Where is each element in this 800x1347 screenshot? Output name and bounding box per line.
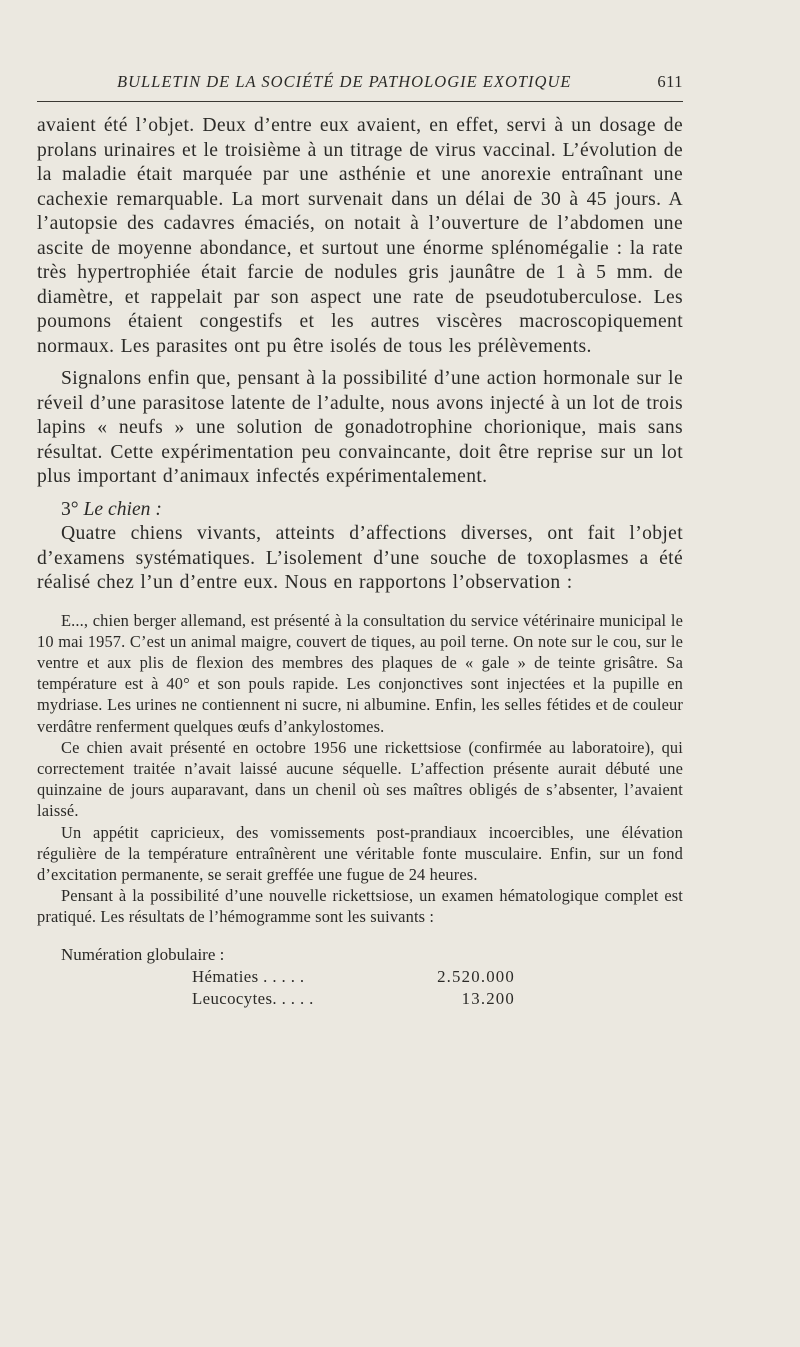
section-title: Le chien : (83, 498, 162, 520)
section-heading (37, 498, 683, 523)
numeration-row (37, 988, 683, 1010)
observation-paragraph: Pensant à la possibilité d’une nouvelle rickettsiose, un examen hématologique complet est pratiqué. Les résultats de l’hémogramme sont les suivants : (37, 886, 683, 927)
numeration-label: Hématies . . . . . (192, 966, 305, 986)
numeration-heading: Numération globulaire : (61, 944, 225, 964)
header-rule (37, 101, 683, 102)
article-body (37, 114, 683, 1010)
observation-paragraph: Ce chien avait présenté en octobre 1956 une rickettsiose (confirmée au laboratoire), qui correctement traitée n’avait laissé aucune séquelle. L’affection présente aurait débuté une quinzaine de jours auparavant, dans un chenil où ses maîtres obligés de s’absenter, l’avaient laissé. (37, 737, 683, 821)
paragraph-continuation: avaient été l’objet. Deux d’entre eux avaient, en effet, servi à un dosage de prolans urinaires et le troisième à un titrage de virus vaccinal. L’évolution de la maladie était marquée par une asthénie et une anorexie entraînant une cachexie remarquable. La mort survenait dans un délai de 30 à 45 jours. A l’autopsie des cadavres émaciés, on notait à l’ouverture de l’abdomen une ascite de moyenne abondance, et surtout une énorme splénomégalie : la rate très hypertrophiée était farcie de nodules gris jaunâtre de 1 à 5 mm. de diamètre, et rappelait par son aspect une rate de pseudotuberculose. Les poumons étaient congestifs et les autres viscères macroscopiquement normaux. Les parasites ont pu être isolés de tous les prélèvements. (37, 115, 683, 357)
running-header (37, 72, 683, 98)
numeration-value: 2.520.000 (437, 966, 515, 986)
paragraph-dogs: Quatre chiens vivants, atteints d’affections diverses, ont fait l’objet d’examens systématiques. L’isolement d’une souche de toxoplasmes a été réalisé chez l’un d’entre eux. Nous en rapportons l’observation : (37, 523, 683, 593)
observation-paragraph: Un appétit capricieux, des vomissements post-prandiaux incoercibles, une élévation régulière de la température entraînèrent une véritable fonte musculaire. Enfin, sur un fond d’excitation permanente, se serait greffée une fugue de 24 heures. (37, 822, 683, 884)
paragraph-hormone: Signalons enfin que, pensant à la possibilité d’une action hormonale sur le réveil d’une parasitose latente de l’adulte, nous avons injecté à un lot de trois lapins « neufs » une solution de gonadotrophine chorionique, mais sans résultat. Cette expérimentation peu convaincante, doit être reprise sur un lot plus important d’animaux infectés expérimentalement. (37, 368, 683, 487)
observation-paragraph: E..., chien berger allemand, est présenté à la consultation du service vétérinaire municipal le 10 mai 1957. C’est un animal maigre, couvert de tiques, au poil terne. On note sur le cou, sur le ventre et aux plis de flexion des membres des plaques de « gale » de teinte grisâtre. Sa température est à 40° et son pouls rapide. Les conjonctives sont injectées et la pupille en mydriase. Les urines ne contiennent ni sucre, ni albumine. Enfin, les selles fétides et de couleur verdâtre renferment quelques œufs d’ankylostomes. (37, 610, 683, 736)
numeration-value: 13.200 (461, 988, 515, 1008)
numeration-label: Leucocytes. . . . . (192, 988, 314, 1008)
section-number: 3° (61, 498, 84, 520)
numeration-row (37, 966, 683, 988)
journal-title: BULLETIN DE LA SOCIÉTÉ DE PATHOLOGIE EXOTIQUE (117, 72, 572, 91)
page-number: 611 (657, 72, 683, 91)
